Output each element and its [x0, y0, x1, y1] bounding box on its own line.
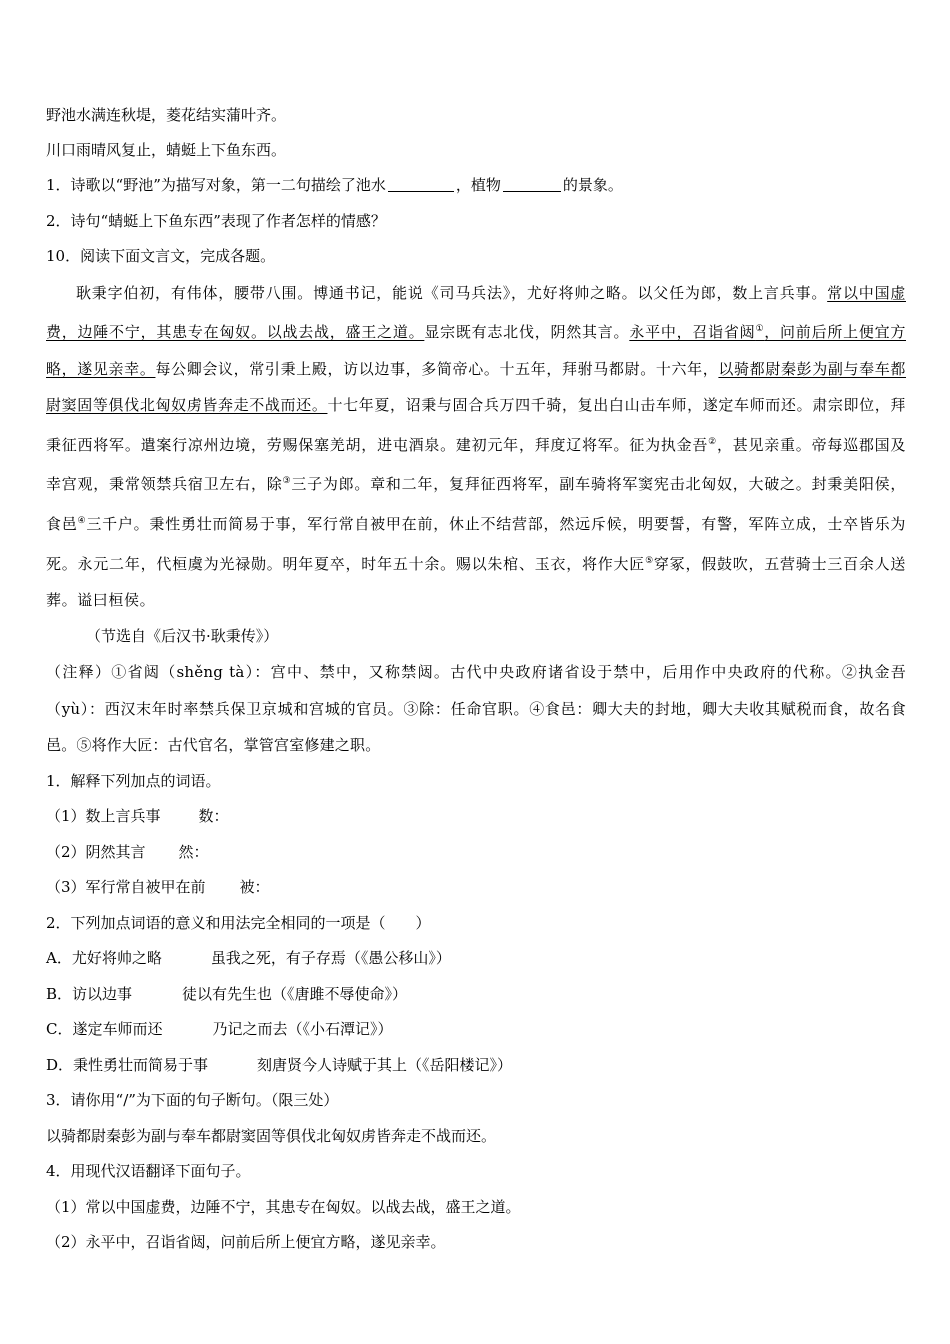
option-text: B．访以边事: [46, 984, 133, 1003]
classical-passage: [46, 275, 906, 619]
option-c[interactable]: [46, 1012, 906, 1048]
question-1-title: 1．解释下列加点的词语。: [46, 771, 221, 790]
poem-q1-text-a: 1．诗歌以“野池”为描写对象，第一二句描绘了池水: [46, 176, 386, 194]
item-text: （2）阴然其言: [46, 842, 146, 861]
question-1-item: [46, 799, 906, 835]
item-text: （1）数上言兵事: [46, 807, 161, 826]
poem-line-1: 野池水满连秋堤，菱花结实蒲叶齐。: [46, 106, 287, 124]
exam-page: [46, 98, 906, 1261]
footnote-marker: ④: [77, 516, 87, 527]
underlined-sentence: 以骑都尉秦彭为副与奉车都尉窦固等俱伐北匈奴虏皆奔走不战而还。: [46, 359, 907, 415]
passage-text: 永平中，召诣省闼: [629, 323, 756, 342]
option-d[interactable]: [46, 1048, 906, 1084]
poem-q1-text-c: 的景象。: [562, 176, 623, 194]
poem-question-1: [46, 168, 906, 204]
passage-text: 显宗既有志北伐，阴然其言。: [424, 323, 630, 342]
option-compare: 刻唐贤今人诗赋于其上（《岳阳楼记》）: [257, 1055, 513, 1074]
question-4-title: 4．用现代汉语翻译下面句子。: [46, 1162, 251, 1181]
option-text: A．尤好将帅之略: [46, 949, 162, 968]
question-3-sentence: 以骑都尉秦彭为副与奉车都尉窦固等俱伐北匈奴虏皆奔走不战而还。: [46, 1126, 497, 1145]
annotation-notes: （注释）①省闼（shěng tà）：宫中、禁中，又称禁闼。古代中央政府诸省设于禁中，后用作中央政府的代称。②执金吾（yù）：西汉末年时率禁兵保卫京城和宫城的官员。③除：任命官职。④食邑：卿大夫的封地，卿大夫收其赋税而食，故名食邑。⑤将作大匠：古代官名，掌管宫室修建之职。: [46, 663, 906, 755]
option-a[interactable]: [46, 941, 906, 977]
option-text: C．遂定车师而还: [46, 1020, 163, 1039]
item-word: 然：: [178, 842, 209, 861]
question-1-item: [46, 870, 906, 906]
passage-text: 每公卿会议，常引秉上殿，访以边事，多简帝心。十五年，拜驸马都尉。十六年，: [155, 359, 719, 378]
option-compare: 虽我之死，有子存焉（《愚公移山》）: [210, 949, 451, 968]
passage-text: 三子为郎。章和二年，复拜征西将军，副车骑将军窦宪击北匈奴，大破之。封秉美阳侯，食邑: [46, 475, 906, 534]
answer-blank[interactable]: [388, 173, 454, 192]
question-4-item: （2）永平中，召诣省闼，问前后所上便宜方略，遂见亲幸。: [46, 1233, 446, 1252]
passage-text: 三千户。秉性勇壮而简易于事，军行常自被甲在前，休止不结营部，然远斥候，明要誓，有警，军阵立成，士卒皆乐为死。永元二年，代桓虞为光禄勋。明年夏卒，时年五十余。赐以朱棺、玉衣，将作大匠: [46, 515, 906, 573]
underlined-sentence: 常以中国虚费，边陲不宁，其患专在匈奴。以战去战，盛王之道。: [46, 283, 906, 342]
option-compare: 徒以有先生也（《唐雎不辱使命》）: [182, 984, 408, 1003]
question-10-title: 10．阅读下面文言文，完成各题。: [46, 247, 276, 265]
passage-text: ，甚见亲重。帝每巡郡国及幸宫观，秉常领禁兵宿卫左右，除: [46, 435, 907, 494]
question-4-item: （1）常以中国虚费，边陲不宁，其患专在匈奴。以战去战，盛王之道。: [46, 1197, 521, 1216]
option-compare: 乃记之而去（《小石潭记》）: [212, 1020, 393, 1039]
footnote-marker: ③: [282, 476, 292, 487]
footnote-marker: ②: [708, 436, 717, 447]
passage-text: ，问前后所上便宜方略，遂见亲幸。: [46, 323, 906, 378]
poem-question-2: 2．诗句“蜻蜓上下鱼东西”表现了作者怎样的情感？: [46, 211, 386, 230]
passage-text: 穿冢，假鼓吹，五营骑士三百余人送葬。谥曰桓侯。: [46, 554, 906, 610]
passage-text: 十七年夏，诏秉与固合兵万四千骑，复出白山击车师，遂定车师而还。肃宗即位，拜秉征西将军。遣案行凉州边境，劳赐保塞羌胡，进屯酒泉。建初元年，拜度辽将军。征为执金吾: [46, 396, 906, 454]
item-word: 数：: [198, 807, 229, 826]
poem-line-2: 川口雨晴风复止，蜻蜓上下鱼东西。: [46, 141, 287, 159]
item-text: （3）军行常自被甲在前: [46, 878, 206, 897]
question-2-title: 2．下列加点词语的意义和用法完全相同的一项是（ ）: [46, 913, 431, 932]
option-b[interactable]: [46, 977, 906, 1013]
answer-blank[interactable]: [503, 173, 561, 192]
passage-source: （节选自《后汉书·耿秉传》）: [86, 626, 279, 645]
item-word: 被：: [239, 878, 270, 897]
passage-text: 耿秉字伯初，有伟体，腰带八围。博通书记，能说《司马兵法》，尤好将帅之略。以父任为郎，数上言兵事。: [76, 283, 828, 302]
question-3-title: 3．请你用“/”为下面的句子断句。（限三处）: [46, 1091, 339, 1110]
footnote-marker: ⑤: [645, 555, 654, 566]
option-text: D．秉性勇壮而简易于事: [46, 1055, 209, 1074]
poem-q1-text-b: ，植物: [455, 176, 501, 194]
question-1-item: [46, 835, 906, 871]
footnote-marker: ①: [755, 324, 765, 335]
